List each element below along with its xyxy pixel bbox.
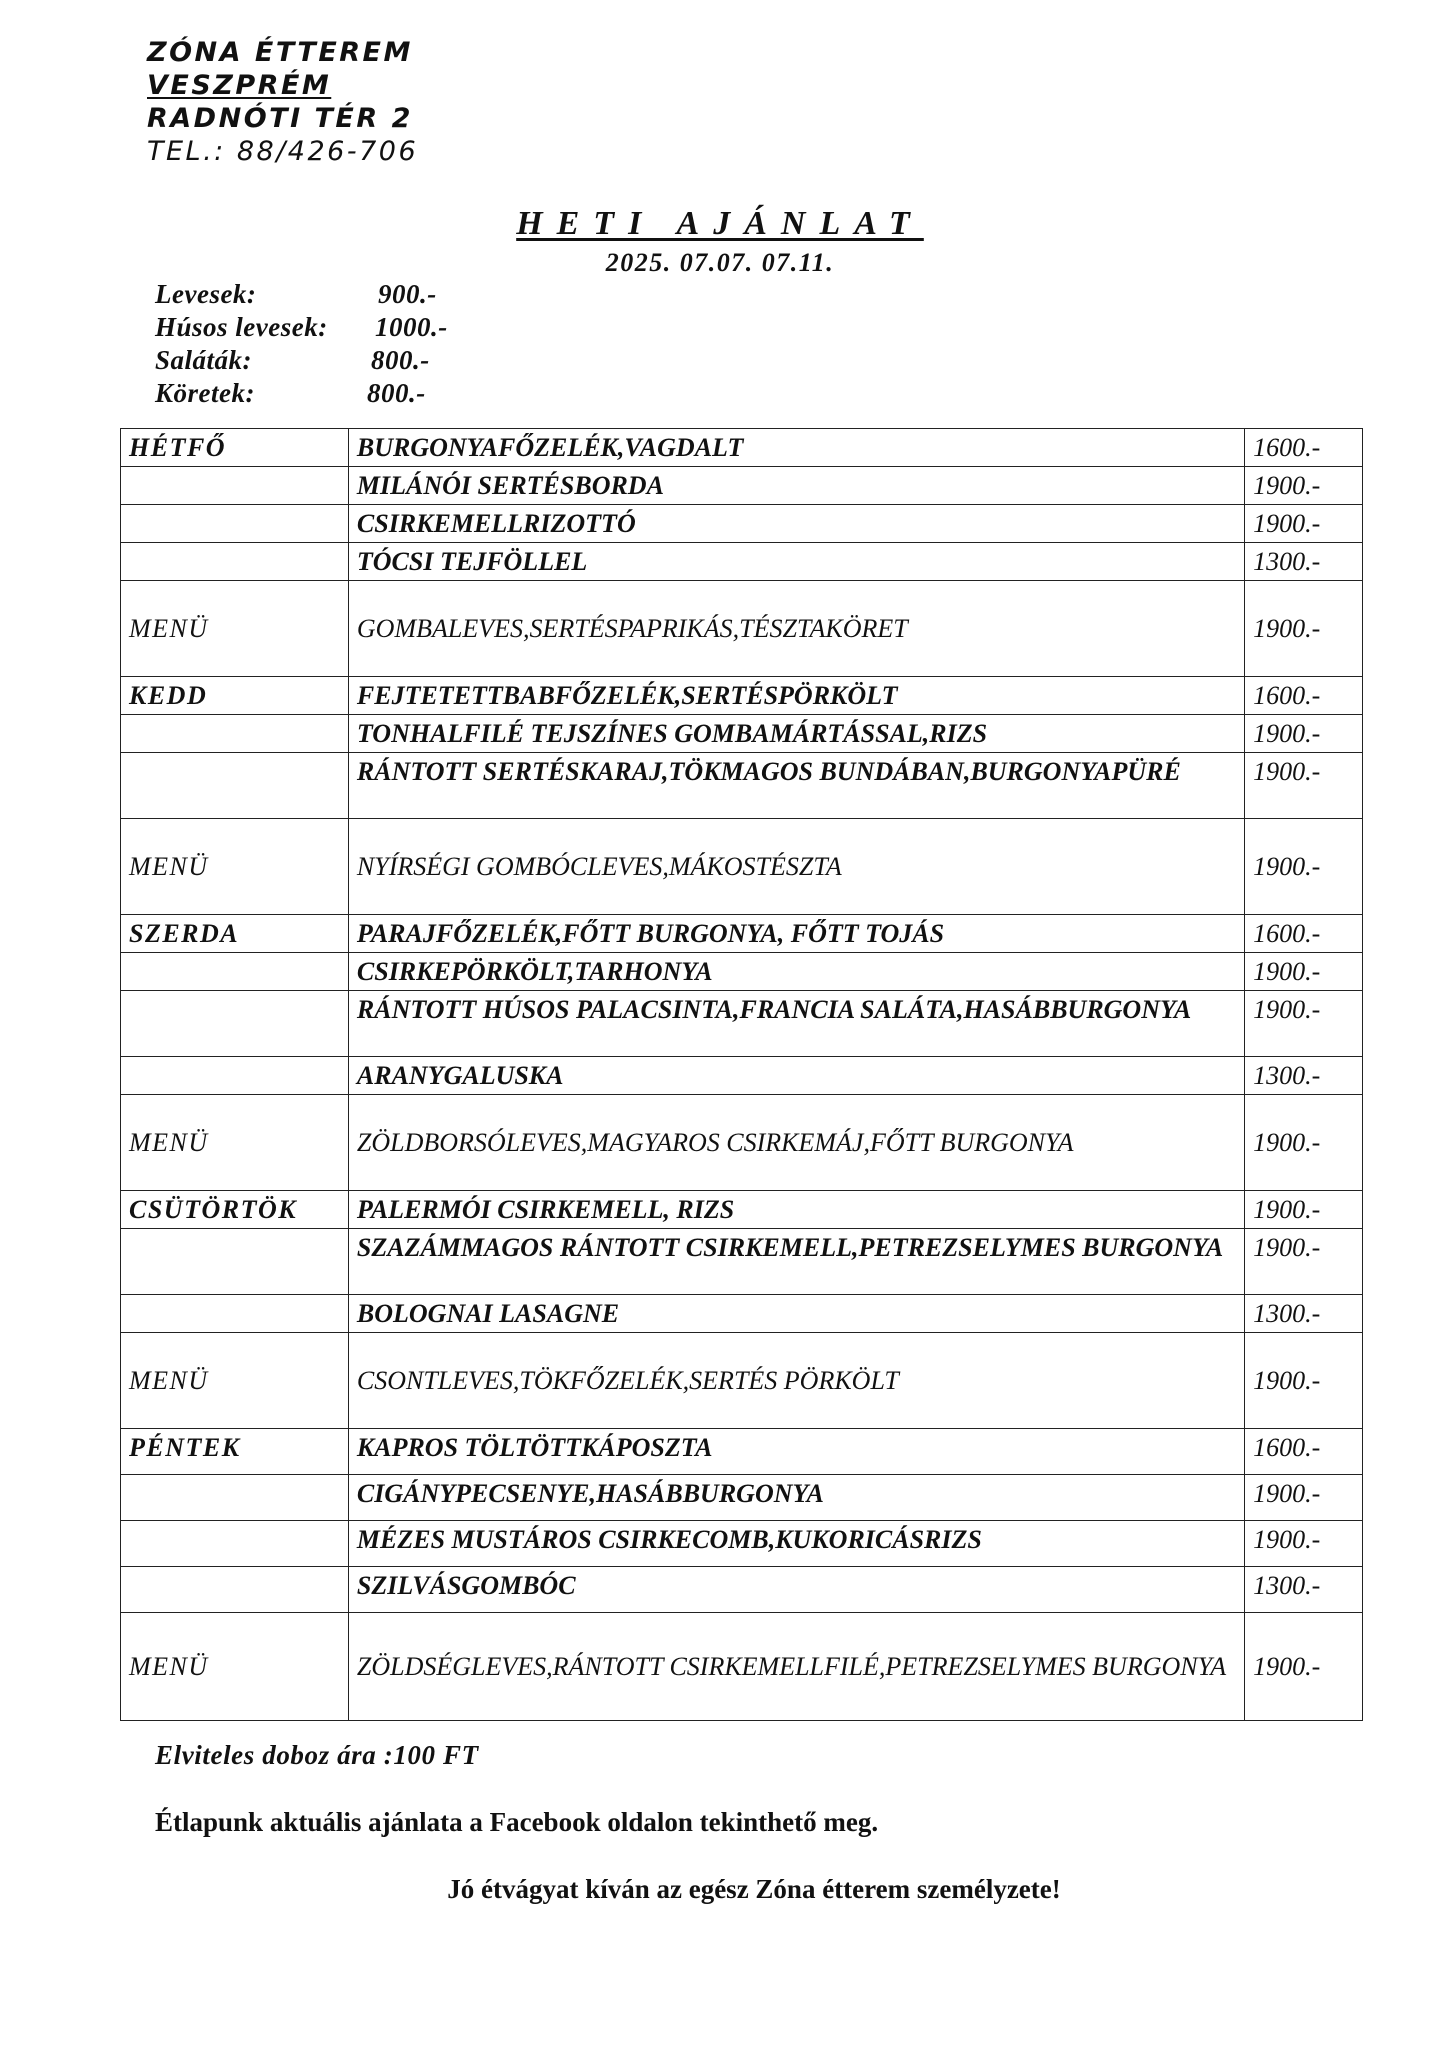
dish-cell: MÉZES MUSTÁROS CSIRKECOMB,KUKORICÁSRIZS: [348, 1521, 1244, 1567]
price-cell: 1300.-: [1245, 543, 1363, 581]
price-cell: 1600.-: [1245, 915, 1363, 953]
table-row: [121, 1057, 1363, 1095]
price-cell: 1900.-: [1245, 753, 1363, 819]
price-cell: 1900.-: [1245, 505, 1363, 543]
table-row: [121, 753, 1363, 819]
dish-cell: TONHALFILÉ TEJSZÍNES GOMBAMÁRTÁSSAL,RIZS: [348, 715, 1244, 753]
day-cell: [121, 467, 349, 505]
menu-row: [121, 1095, 1363, 1191]
dish-cell: CIGÁNYPECSENYE,HASÁBBURGONYA: [348, 1475, 1244, 1521]
price-cell: 1900.-: [1245, 581, 1363, 677]
day-cell: [121, 1521, 349, 1567]
price-cell: 1600.-: [1245, 1429, 1363, 1475]
dish-cell: KAPROS TÖLTÖTTKÁPOSZTA: [348, 1429, 1244, 1475]
price-cell: 1900.-: [1245, 819, 1363, 915]
day-cell: CSÜTÖRTÖK: [121, 1191, 349, 1229]
base-price-value: 800.-: [367, 378, 426, 408]
dish-cell: ZÖLDSÉGLEVES,RÁNTOTT CSIRKEMELLFILÉ,PETREZSELYMES BURGONYA: [348, 1613, 1244, 1721]
day-cell: MENÜ: [121, 1333, 349, 1429]
price-cell: 1900.-: [1245, 1613, 1363, 1721]
price-cell: 1600.-: [1245, 429, 1363, 467]
price-cell: 1900.-: [1245, 1095, 1363, 1191]
day-cell: [121, 1475, 349, 1521]
table-row: [121, 429, 1363, 467]
table-row: [121, 1295, 1363, 1333]
dish-cell: BURGONYAFŐZELÉK,VAGDALT: [348, 429, 1244, 467]
base-price-label: Levesek:: [155, 279, 257, 309]
dish-cell: ZÖLDBORSÓLEVES,MAGYAROS CSIRKEMÁJ,FŐTT BURGONYA: [348, 1095, 1244, 1191]
menu-row: [121, 819, 1363, 915]
dish-cell: CSIRKEMELLRIZOTTÓ: [348, 505, 1244, 543]
price-cell: 1900.-: [1245, 1229, 1363, 1295]
table-row: [121, 505, 1363, 543]
dish-cell: NYÍRSÉGI GOMBÓCLEVES,MÁKOSTÉSZTA: [348, 819, 1244, 915]
table-row: [121, 1229, 1363, 1295]
price-cell: 1900.-: [1245, 1475, 1363, 1521]
price-cell: 1900.-: [1245, 467, 1363, 505]
day-cell: PÉNTEK: [121, 1429, 349, 1475]
table-row: [121, 1567, 1363, 1613]
dish-cell: MILÁNÓI SERTÉSBORDA: [348, 467, 1244, 505]
table-row: [121, 543, 1363, 581]
day-cell: [121, 1295, 349, 1333]
dish-cell: SZILVÁSGOMBÓC: [348, 1567, 1244, 1613]
table-row: [121, 915, 1363, 953]
dish-cell: PARAJFŐZELÉK,FŐTT BURGONYA, FŐTT TOJÁS: [348, 915, 1244, 953]
base-price-value: 800.-: [371, 345, 430, 375]
table-row: [121, 1191, 1363, 1229]
dish-cell: CSONTLEVES,TÖKFŐZELÉK,SERTÉS PÖRKÖLT: [348, 1333, 1244, 1429]
date-range: 2025. 07.07. 07.11.: [605, 248, 835, 277]
day-cell: [121, 953, 349, 991]
day-cell: [121, 505, 349, 543]
price-cell: 1900.-: [1245, 1333, 1363, 1429]
price-cell: 1300.-: [1245, 1057, 1363, 1095]
base-price-label: Saláták:: [155, 345, 253, 375]
day-cell: [121, 1057, 349, 1095]
price-cell: 1300.-: [1245, 1295, 1363, 1333]
price-cell: 1900.-: [1245, 1521, 1363, 1567]
price-cell: 1600.-: [1245, 677, 1363, 715]
dish-cell: RÁNTOTT HÚSOS PALACSINTA,FRANCIA SALÁTA,HASÁBBURGONYA: [348, 991, 1244, 1057]
table-row: [121, 1521, 1363, 1567]
facebook-note: Étlapunk aktuális ajánlata a Facebook oldalon tekinthető meg.: [155, 1807, 879, 1837]
dish-cell: TÓCSI TEJFÖLLEL: [348, 543, 1244, 581]
day-cell: [121, 543, 349, 581]
table-row: [121, 715, 1363, 753]
table-row: [121, 991, 1363, 1057]
day-cell: [121, 715, 349, 753]
restaurant-name: ZÓNA ÉTTEREM: [147, 37, 413, 68]
day-cell: MENÜ: [121, 819, 349, 915]
table-row: [121, 1429, 1363, 1475]
price-cell: 1900.-: [1245, 953, 1363, 991]
base-price-label: Húsos levesek:: [155, 312, 328, 342]
price-cell: 1300.-: [1245, 1567, 1363, 1613]
day-cell: [121, 753, 349, 819]
table-row: [121, 1475, 1363, 1521]
day-cell: [121, 1229, 349, 1295]
table-row: [121, 677, 1363, 715]
menu-row: [121, 1613, 1363, 1721]
base-price-value: 1000.-: [375, 312, 448, 342]
dish-cell: RÁNTOTT SERTÉSKARAJ,TÖKMAGOS BUNDÁBAN,BURGONYAPÜRÉ: [348, 753, 1244, 819]
day-cell: [121, 991, 349, 1057]
day-cell: MENÜ: [121, 581, 349, 677]
restaurant-city: VESZPRÉM: [147, 70, 332, 101]
dish-cell: SZAZÁMMAGOS RÁNTOTT CSIRKEMELL,PETREZSELYMES BURGONYA: [348, 1229, 1244, 1295]
day-cell: KEDD: [121, 677, 349, 715]
menu-row: [121, 581, 1363, 677]
page-title: HETI AJÁNLAT: [516, 205, 924, 242]
day-cell: SZERDA: [121, 915, 349, 953]
dish-cell: GOMBALEVES,SERTÉSPAPRIKÁS,TÉSZTAKÖRET: [348, 581, 1244, 677]
price-cell: 1900.-: [1245, 1191, 1363, 1229]
table-row: [121, 953, 1363, 991]
menu-row: [121, 1333, 1363, 1429]
base-price-label: Köretek:: [155, 378, 255, 408]
dish-cell: CSIRKEPÖRKÖLT,TARHONYA: [348, 953, 1244, 991]
dish-cell: ARANYGALUSKA: [348, 1057, 1244, 1095]
day-cell: MENÜ: [121, 1095, 349, 1191]
day-cell: MENÜ: [121, 1613, 349, 1721]
base-price-value: 900.-: [378, 279, 437, 309]
greeting: Jó étvágyat kíván az egész Zóna étterem személyzete!: [447, 1874, 1061, 1904]
restaurant-header: [147, 36, 418, 168]
dish-cell: BOLOGNAI LASAGNE: [348, 1295, 1244, 1333]
box-price-note: Elviteles doboz ára :100 FT: [155, 1740, 479, 1770]
day-cell: [121, 1567, 349, 1613]
restaurant-phone: TEL.: 88/426-706: [147, 136, 419, 167]
restaurant-address: RADNÓTI TÉR 2: [147, 103, 413, 134]
price-cell: 1900.-: [1245, 991, 1363, 1057]
day-cell: HÉTFŐ: [121, 429, 349, 467]
table-row: [121, 467, 1363, 505]
dish-cell: FEJTETETTBABFŐZELÉK,SERTÉSPÖRKÖLT: [348, 677, 1244, 715]
weekly-menu-table: [120, 428, 1363, 1721]
dish-cell: PALERMÓI CSIRKEMELL, RIZS: [348, 1191, 1244, 1229]
price-cell: 1900.-: [1245, 715, 1363, 753]
